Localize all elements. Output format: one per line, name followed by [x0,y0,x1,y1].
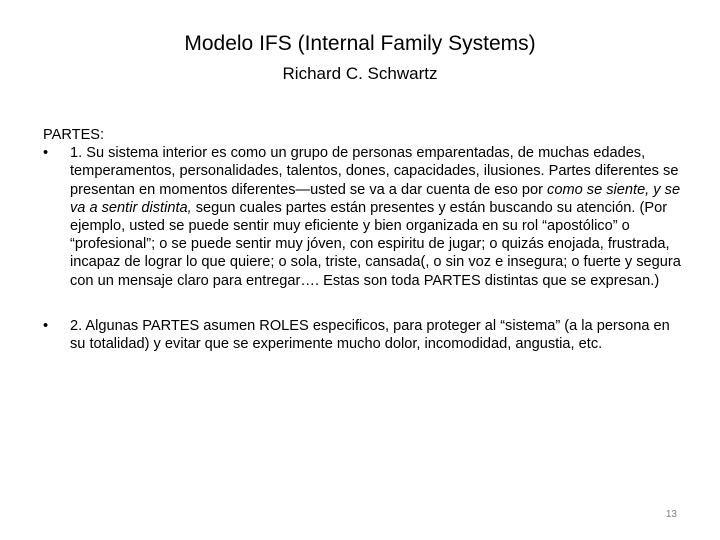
bullet-2-text: 2. Algunas PARTES asumen ROLES especificos, para proteger al “sistema” (a la persona en su totalidad) y evitar que se experimente mucho dolor, incomodidad, angustia, etc. [70,317,670,353]
slide-title: Modelo IFS (Internal Family Systems) [184,32,536,55]
bullet-item-2 [43,317,688,353]
bullet-dot-icon: • [43,317,49,334]
bullet-1-text-continued: segun cuales partes están presentes y están buscando su atención. (Por ejemplo, usted se puede sentir muy eficiente y bien organizada en su rol “apostólico” o “profesional”; o se puede sentir muy jóven, con espiritu de jugar; o quizás enojada, frustrada, incapaz de lograr lo que quiere; o sola, triste, cansada(, o sin voz e insegura; o fuerte y segura con un mensaje claro para entregar…. Estas son toda PARTES distintas que se expresan.) [70,199,681,289]
bullet-1-text: 1. Su sistema interior es como un grupo de personas emparentadas, de muchas edades, temperamentos, personalidades, talentos, dones, capacidades, ilusiones. Partes diferentes se presentan en momentos diferentes—usted se va a dar cuenta de eso por [70,145,679,198]
page-number: 13 [665,509,677,520]
bullet-1-italic-text: como se siente, y se va a sentir distinta, [70,181,681,216]
slide-subtitle: Richard C. Schwartz [282,64,438,83]
slide-content [43,126,688,353]
section-label: PARTES: [43,127,105,143]
bullet-item-1 [43,144,688,290]
bullet-dot-icon: • [43,145,49,162]
